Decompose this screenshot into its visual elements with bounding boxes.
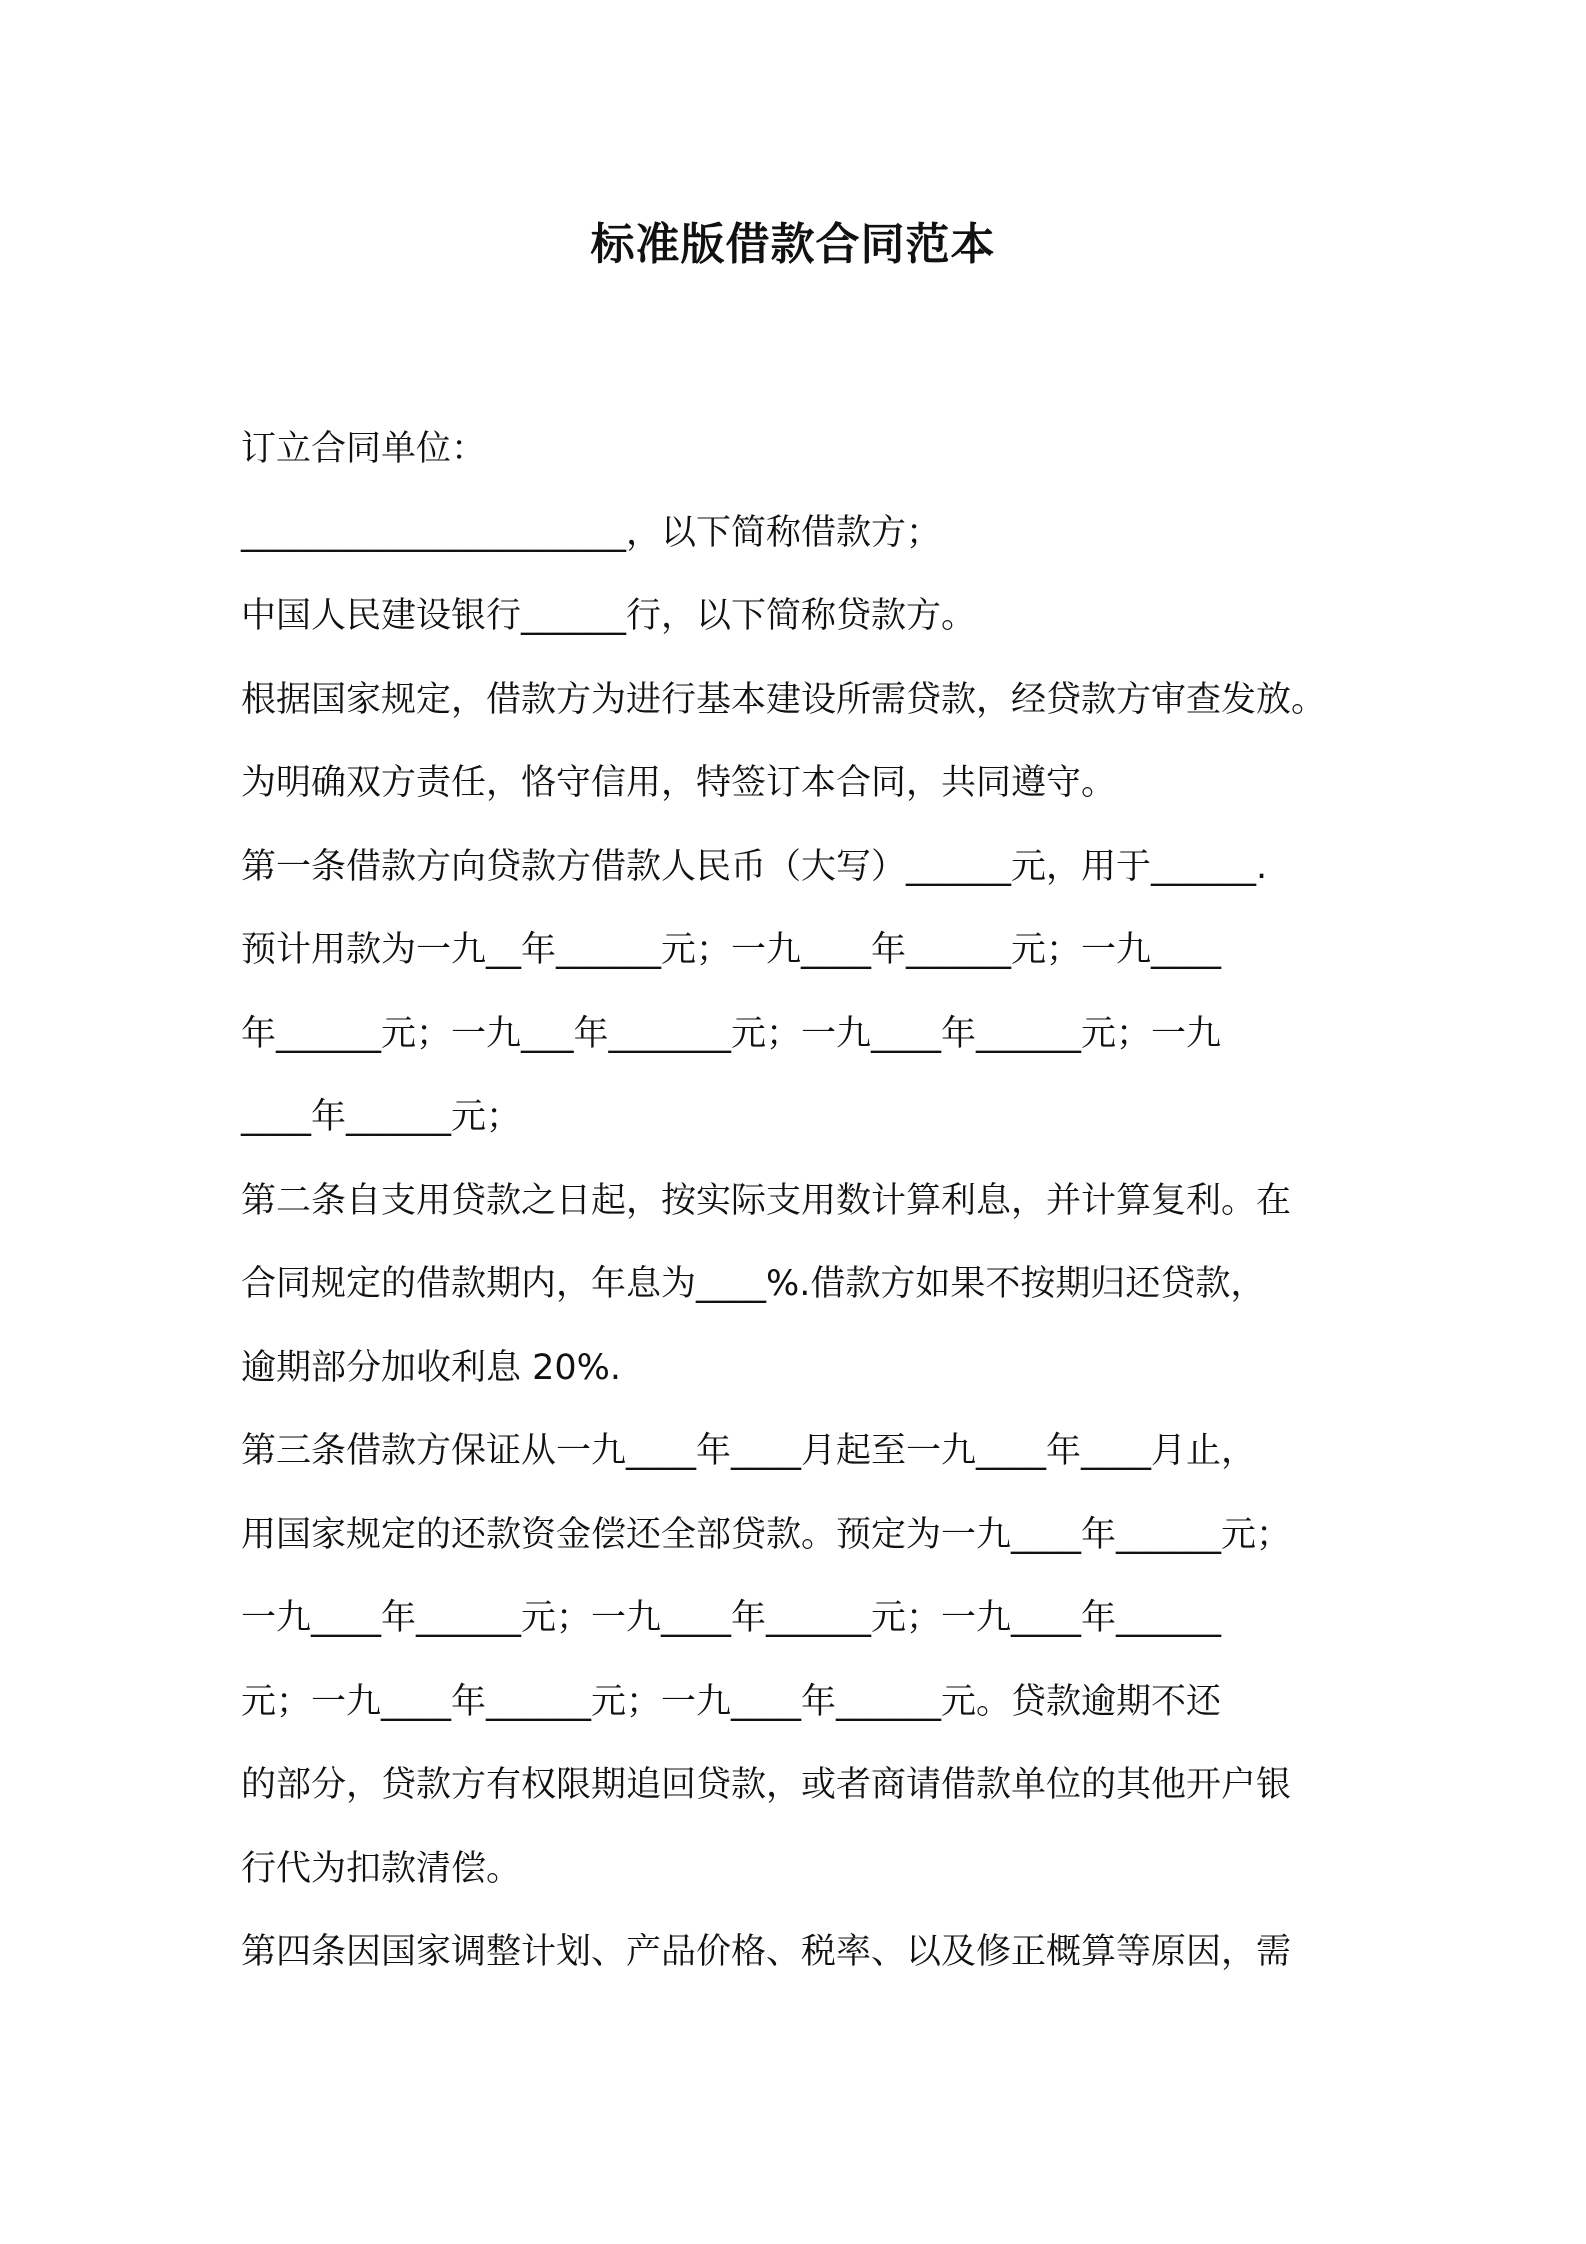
text-line-article-2-cont-2: 逾期部分加收利息 20%.	[241, 1347, 622, 1388]
text-line-article-2: 第二条自支用贷款之日起，按实际支用数计算利息，并计算复利。在	[241, 1180, 1292, 1221]
text-line-preamble-2: 为明确双方责任，恪守信用，特签订本合同，共同遵守。	[241, 763, 1117, 803]
text-line-contracting-parties: 订立合同单位：	[241, 429, 487, 469]
document-title: 标准版借款合同范本	[590, 219, 996, 270]
text-line-article-3-cont-1: 用国家规定的还款资金偿还全部贷款。预定为一九____年______元；	[241, 1514, 1292, 1555]
text-line-article-1-cont-3: ____年______元；	[241, 1097, 522, 1137]
text-line-article-3-cont-3: 元；一九____年______元；一九____年______元。贷款逾期不还	[241, 1681, 1222, 1722]
text-line-article-3-cont-4: 的部分，贷款方有权限期追回贷款，或者商请借款单位的其他开户银	[241, 1765, 1292, 1805]
text-line-article-2-cont-1: 合同规定的借款期内，年息为____%.借款方如果不按期归还贷款，	[241, 1264, 1266, 1304]
text-line-article-1-cont-1: 预计用款为一九__年______元；一九____年______元；一九____	[241, 930, 1222, 970]
document-body	[241, 408, 1371, 1995]
text-line-article-4: 第四条因国家调整计划、产品价格、税率、以及修正概算等原因，需	[241, 1932, 1292, 1972]
text-line-article-1-cont-2: 年______元；一九___年_______元；一九____年______元；一九	[241, 1013, 1222, 1054]
text-line-lender: 中国人民建设银行______行，以下简称贷款方。	[241, 596, 977, 636]
text-line-article-3: 第三条借款方保证从一九____年____月起至一九____年____月止，	[241, 1431, 1257, 1471]
text-line-borrower: ______________________，以下简称借款方；	[241, 512, 942, 553]
text-line-preamble-1: 根据国家规定，借款方为进行基本建设所需贷款，经贷款方审查发放。	[241, 679, 1327, 720]
text-line-article-1: 第一条借款方向贷款方借款人民币（大写）______元，用于______.	[241, 846, 1268, 887]
text-line-article-3-cont-2: 一九____年______元；一九____年______元；一九____年______	[241, 1598, 1222, 1638]
text-line-article-3-cont-5: 行代为扣款清偿。	[241, 1848, 522, 1889]
